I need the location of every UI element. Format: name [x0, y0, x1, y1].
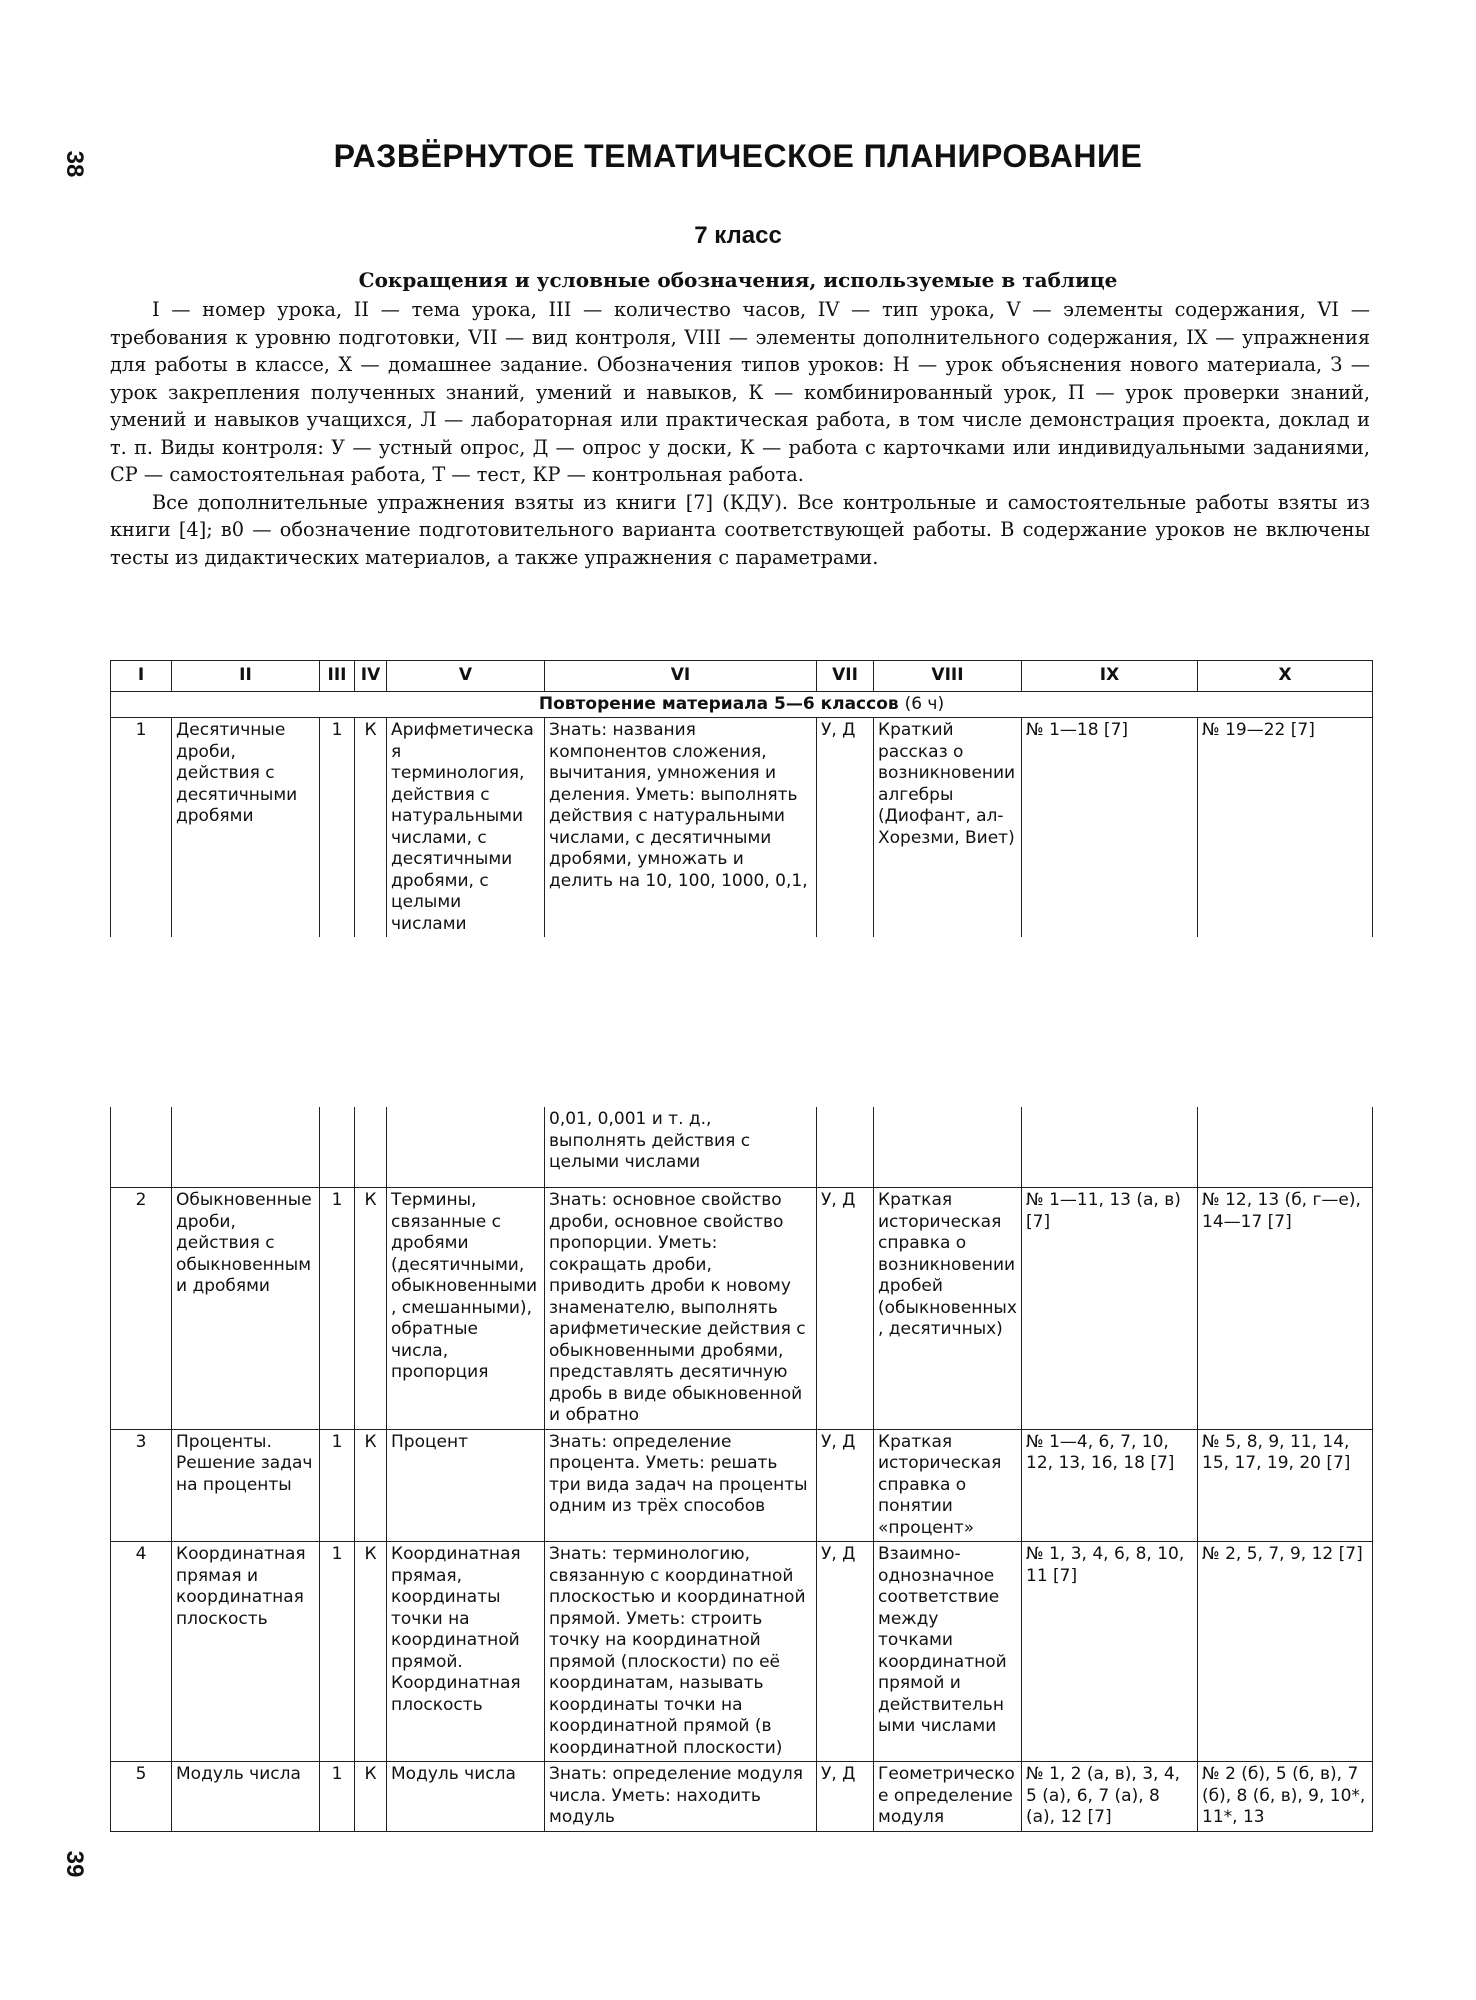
lesson-hours: 1 — [320, 1429, 355, 1542]
lesson-content: Термины, связанные с дробями (десятичными, обыкновенными, смешанными), обратные числа, пропорция — [387, 1188, 545, 1430]
table-row-continued — [111, 1107, 1373, 1188]
lesson-type: К — [355, 718, 387, 938]
planning-table-bottom — [110, 1107, 1373, 1832]
lesson-requirements: 0,01, 0,001 и т. д., выполнять действия с целыми числами — [545, 1107, 817, 1188]
lesson-extra: Геометрическое определение модуля — [874, 1762, 1022, 1832]
lesson-content: Арифметическая терминология, действия с натуральными числами, с десятичными дробями, с целыми числами — [387, 718, 545, 938]
lesson-extra: Краткая историческая справка о понятии «процент» — [874, 1429, 1022, 1542]
empty-cell — [874, 1107, 1022, 1188]
page-number-top: 38 — [61, 150, 88, 178]
page-title: РАЗВЁРНУТОЕ ТЕМАТИЧЕСКОЕ ПЛАНИРОВАНИЕ — [333, 138, 1143, 174]
lesson-control: У, Д — [817, 1429, 874, 1542]
lesson-content: Модуль числа — [387, 1762, 545, 1832]
table-row — [111, 718, 1373, 938]
col-header: IX — [1022, 661, 1198, 692]
table-row — [111, 1429, 1373, 1542]
lesson-requirements: Знать: названия компонентов сложения, вычитания, умножения и деления. Уметь: выполнять действия с натуральными числами, с десятичными дробями, умножать и делить на 10, 100, 1000, 0,1, — [545, 718, 817, 938]
lesson-number: 4 — [111, 1542, 172, 1762]
empty-cell — [387, 1107, 545, 1188]
lesson-number: 2 — [111, 1188, 172, 1430]
lesson-topic: Модуль числа — [172, 1762, 320, 1832]
empty-cell — [1198, 1107, 1373, 1188]
section-row — [111, 691, 1373, 718]
col-header: I — [111, 661, 172, 692]
lesson-content: Координатная прямая, координаты точки на координатной прямой. Координатная плоскость — [387, 1542, 545, 1762]
lesson-hours: 1 — [320, 1542, 355, 1762]
table-row — [111, 1762, 1373, 1832]
lesson-extra: Краткая историческая справка о возникновении дробей (обыкновенных, десятичных) — [874, 1188, 1022, 1430]
planning-table-top — [110, 660, 1373, 937]
section-hours: (6 ч) — [904, 693, 945, 714]
lesson-homework: № 12, 13 (б, г—е), 14—17 [7] — [1198, 1188, 1373, 1430]
lesson-topic: Координатная прямая и координатная плоскость — [172, 1542, 320, 1762]
lesson-extra: Краткий рассказ о возникновении алгебры (Диофант, ал-Хорезми, Виет) — [874, 718, 1022, 938]
lesson-requirements: Знать: основное свойство дроби, основное свойство пропорции. Уметь: сокращать дроби, приводить дроби к новому знаменателю, выполнять арифметические действия с обыкновенными дробями, представлять десятичную дробь в виде обыкновенной и обратно — [545, 1188, 817, 1430]
table-row — [111, 1188, 1373, 1430]
lesson-homework: № 19—22 [7] — [1198, 718, 1373, 938]
col-header: VIII — [874, 661, 1022, 692]
col-header: VI — [545, 661, 817, 692]
lesson-homework: № 2 (б), 5 (б, в), 7 (б), 8 (б, в), 9, 10*, 11*, 13 — [1198, 1762, 1373, 1832]
lesson-classwork: № 1, 3, 4, 6, 8, 10, 11 [7] — [1022, 1542, 1198, 1762]
lesson-type: К — [355, 1762, 387, 1832]
abbreviations-heading: Сокращения и условные обозначения, используемые в таблице — [358, 268, 1118, 292]
lesson-extra: Взаимно-однозначное соответствие между точками координатной прямой и действительными числами — [874, 1542, 1022, 1762]
lesson-type: К — [355, 1429, 387, 1542]
lesson-classwork: № 1, 2 (а, в), 3, 4, 5 (а), 6, 7 (а), 8 (а), 12 [7] — [1022, 1762, 1198, 1832]
section-name: Повторение материала 5—6 классов — [538, 693, 899, 714]
empty-cell — [320, 1107, 355, 1188]
intro-paragraph: I — номер урока, II — тема урока, III — количество часов, IV — тип урока, V — элементы содержания, VI — требования к уровню подготовки, VII — вид контроля, VIII — элементы дополнительного содержания, IX — упражнения для работы в классе, X — домашнее задание. Обозначения типов уроков: Н — урок объяснения нового материала, З — урок закрепления полученных знаний, умений и навыков, К — комбинированный урок, П — урок проверки знаний, умений и навыков учащихся, Л — лабораторная или практическая работа, в том числе демонстрация проекта, доклад и т. п. Виды контроля: У — устный опрос, Д — опрос у доски, К — работа с карточками или индивидуальными заданиями, СР — самостоятельная работа, Т — тест, КР — контрольная работа. — [110, 298, 1370, 486]
lesson-number: 5 — [111, 1762, 172, 1832]
lesson-content: Процент — [387, 1429, 545, 1542]
lesson-type: К — [355, 1542, 387, 1762]
empty-cell — [1022, 1107, 1198, 1188]
lesson-number: 3 — [111, 1429, 172, 1542]
lesson-homework: № 2, 5, 7, 9, 12 [7] — [1198, 1542, 1373, 1762]
lesson-number: 1 — [111, 718, 172, 938]
table-row — [111, 1542, 1373, 1762]
lesson-homework: № 5, 8, 9, 11, 14, 15, 17, 19, 20 [7] — [1198, 1429, 1373, 1542]
empty-cell — [355, 1107, 387, 1188]
table-header-row — [111, 661, 1373, 692]
grade-heading: 7 класс — [694, 222, 782, 249]
section-title — [111, 691, 1373, 718]
empty-cell — [111, 1107, 172, 1188]
lesson-control: У, Д — [817, 1762, 874, 1832]
col-header: X — [1198, 661, 1373, 692]
empty-cell — [172, 1107, 320, 1188]
col-header: IV — [355, 661, 387, 692]
lesson-classwork: № 1—18 [7] — [1022, 718, 1198, 938]
lesson-control: У, Д — [817, 1188, 874, 1430]
lesson-classwork: № 1—11, 13 (а, в) [7] — [1022, 1188, 1198, 1430]
intro-text — [110, 296, 1370, 571]
lesson-classwork: № 1—4, 6, 7, 10, 12, 13, 16, 18 [7] — [1022, 1429, 1198, 1542]
col-header: V — [387, 661, 545, 692]
empty-cell — [817, 1107, 874, 1188]
lesson-type: К — [355, 1188, 387, 1430]
page-number-bottom: 39 — [61, 1850, 88, 1878]
lesson-requirements: Знать: определение процента. Уметь: решать три вида задач на проценты одним из трёх способов — [545, 1429, 817, 1542]
col-header: II — [172, 661, 320, 692]
col-header: VII — [817, 661, 874, 692]
lesson-topic: Проценты. Решение задач на проценты — [172, 1429, 320, 1542]
lesson-hours: 1 — [320, 1188, 355, 1430]
lesson-control: У, Д — [817, 718, 874, 938]
lesson-hours: 1 — [320, 718, 355, 938]
lesson-topic: Десятичные дроби, действия с десятичными дробями — [172, 718, 320, 938]
col-header: III — [320, 661, 355, 692]
lesson-topic: Обыкновенные дроби, действия с обыкновенными дробями — [172, 1188, 320, 1430]
lesson-requirements: Знать: определение модуля числа. Уметь: находить модуль — [545, 1762, 817, 1832]
lesson-requirements: Знать: терминологию, связанную с координатной плоскостью и координатной прямой. Уметь: строить точку на координатной прямой (плоскости) по её координатам, называть координаты точки на координатной прямой (в координатной плоскости) — [545, 1542, 817, 1762]
lesson-control: У, Д — [817, 1542, 874, 1762]
intro-paragraph: Все дополнительные упражнения взяты из книги [7] (КДУ). Все контрольные и самостоятельные работы взяты из книги [4]; в0 — обозначение подготовительного варианта соответствующей работы. В содержание уроков не включены тесты из дидактических материалов, а также упражнения с параметрами. — [110, 490, 1370, 569]
lesson-hours: 1 — [320, 1762, 355, 1832]
